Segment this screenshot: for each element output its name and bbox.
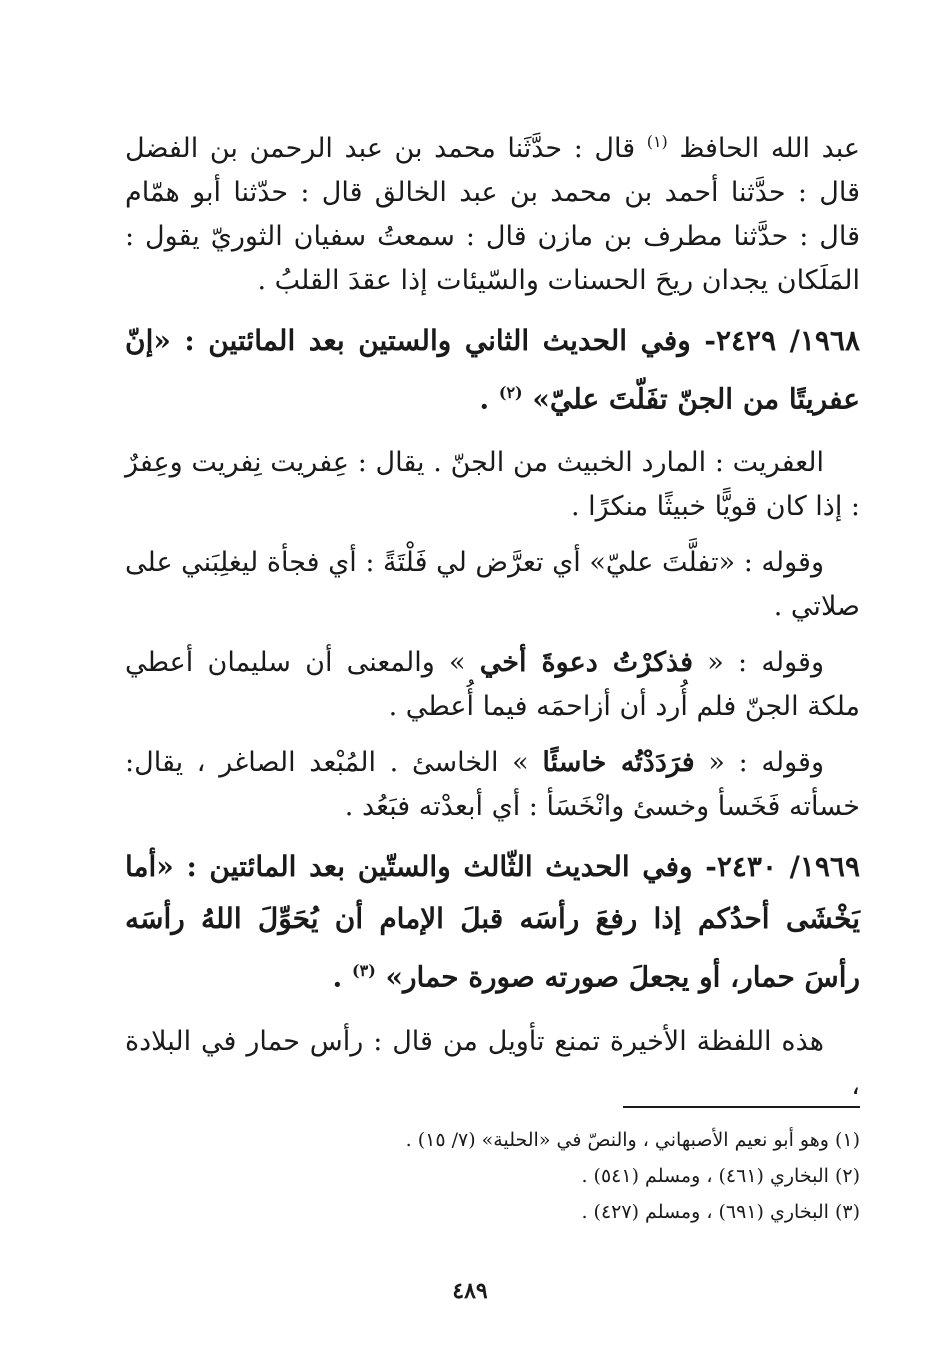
paragraph-1-text: عبد الله الحافظ xyxy=(679,133,861,164)
paragraph-ifrit xyxy=(125,441,860,529)
paragraph-dhakartu-text-cont: » والمعنى أن سليمان أعطي ملكة الجنّ فلم أُرد أن أزاحمَه فيما أُعطي . xyxy=(125,647,860,723)
hadith-heading-1969 xyxy=(125,841,860,1003)
paragraph-lafza xyxy=(125,1020,860,1108)
hadith-number-1968: ١٩٦٨/ ٢٤٢٩- xyxy=(704,324,860,357)
paragraph-ifrit-text: العفريت : المارد الخبيث من الجنّ . يقال : عِفريت نِفريت وعِفرٌ : إذا كان قويًّا خبيثًا منكرًا . xyxy=(125,447,860,523)
footnote-divider xyxy=(623,1106,860,1108)
paragraph-lafza-text: هذه اللفظة الأخيرة تمنع تأويل من قال : رأس حمار في البلادة ، xyxy=(125,1025,860,1101)
hadith-heading-1969-end: . xyxy=(332,960,343,994)
paragraph-radadtuhu xyxy=(125,741,860,829)
footnote-ref-3: (٣) xyxy=(352,961,376,981)
paragraph-radadtuhu-text-cont: » الخاسئ . المُبْعد الصاغر ، يقال: خسأته فَخَسأ وخسئ وانْخَسَأ : أي أبعدْته فبَعُد . xyxy=(125,747,860,823)
paragraph-1-text-cont: قال : حدَّثَنا محمد بن عبد الرحمن بن الفضل قال : حدَّثنا أحمد بن محمد بن عبد الخالق قال : حدّثنا أبو همّام قال : حدَّثنا مطرف بن مازن قال : سمعتُ سفيان الثوريّ يقول : المَلَكان يجدان ريحَ الحسنات والسّيئات إذا عقدَ القلبُ . xyxy=(125,133,860,296)
footnote-3: (٣) البخاري (٦٩١) ، ومسلم (٤٢٧) . xyxy=(581,1201,860,1223)
hadith-heading-1968-text: وفي الحديث الثاني والستين بعد المائتين : «إنّ عفريتًا من الجنّ تفَلّتَ عليّ» xyxy=(125,324,860,416)
paragraph-dhakartu xyxy=(125,641,860,729)
paragraph-dhakartu-quote: فذكرْتُ دعوةَ أخي xyxy=(479,647,694,679)
paragraph-1 xyxy=(125,120,860,303)
hadith-heading-1968 xyxy=(125,315,860,425)
paragraph-tafallata xyxy=(125,541,860,629)
paragraph-radadtuhu-quote: فرَدَدْتُه خاسئًا xyxy=(542,747,695,779)
hadith-number-1969: ١٩٦٩/ ٢٤٣٠- xyxy=(705,850,860,884)
footnotes xyxy=(125,1122,860,1230)
paragraph-radadtuhu-text: وقوله : « xyxy=(708,747,824,779)
footnote-ref-2: (٢) xyxy=(498,383,523,402)
paragraph-dhakartu-text: وقوله : « xyxy=(707,647,824,679)
footnote-2: (٢) البخاري (٤٦١) ، ومسلم (٥٤١) . xyxy=(581,1165,860,1187)
hadith-heading-1969-text: وفي الحديث الثّالث والستّين بعد المائتين : «أما يَخْشَى أحدُكم إذا رفعَ رأسَه قبلَ الإمام أن يُحَوِّلَ اللهُ رأسَه رأسَ حمار، أو يجعلَ صورته صورة حمار» xyxy=(125,850,860,994)
paragraph-tafallata-text: وقوله : «تفلَّتَ عليّ» أي تعرَّض لي فَلْتَةً : أي فجأة ليغلِبَني على صلاتي . xyxy=(125,547,860,623)
main-text xyxy=(125,120,860,1120)
hadith-heading-1968-end: . xyxy=(479,382,490,416)
page-number: ٤٨٩ xyxy=(452,1278,488,1304)
footnote-ref-1: (١) xyxy=(646,132,668,151)
footnote-1: (١) وهو أبو نعيم الأصبهاني ، والنصّ في «الحلية» (٧/ ١٥) . xyxy=(405,1129,860,1151)
